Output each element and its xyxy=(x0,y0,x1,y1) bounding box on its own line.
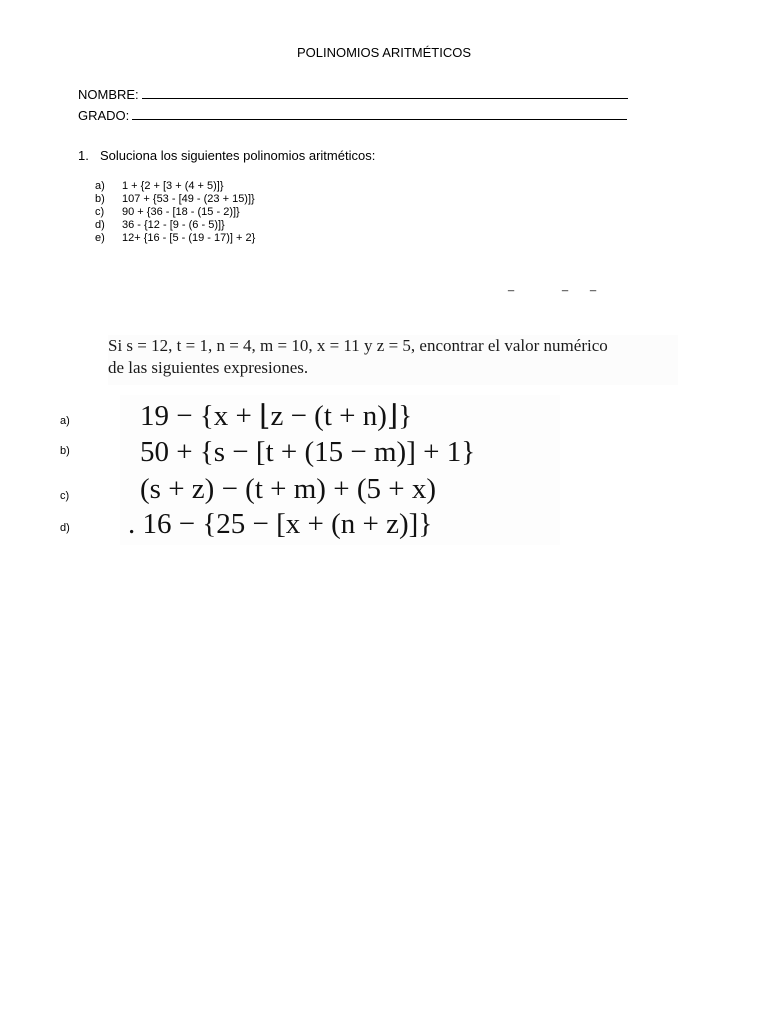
exercise-label: b) xyxy=(95,193,105,205)
exercise-expression: 1 + {2 + [3 + (4 + 5)]} xyxy=(122,180,224,192)
scanned-instructions xyxy=(108,335,678,385)
exercise-item xyxy=(95,232,255,245)
exercise-expression: 90 + {36 - [18 - (15 - 2)]} xyxy=(122,206,240,218)
expression-label: d) xyxy=(60,522,70,534)
grade-label: GRADO: xyxy=(78,108,130,123)
exercise-list xyxy=(95,180,255,245)
page-title: POLINOMIOS ARITMÉTICOS xyxy=(296,45,472,60)
stray-dash: _ xyxy=(508,280,515,292)
grade-field-row xyxy=(78,108,627,123)
exercise-expression: 36 - {12 - [9 - (6 - 5)]} xyxy=(122,219,225,231)
exercise-label: e) xyxy=(95,232,105,244)
name-label: NOMBRE: xyxy=(78,87,139,102)
name-field-row xyxy=(78,87,628,102)
question-number: 1. xyxy=(78,148,89,163)
expression-b: 50 + {s − [t + (15 − m)] + 1} xyxy=(140,436,476,468)
exercise-item xyxy=(95,219,255,232)
expression-d: . 16 − {25 − [x + (n + z)]} xyxy=(128,508,433,540)
name-underline xyxy=(142,87,628,99)
exercise-label: a) xyxy=(95,180,105,192)
grade-underline xyxy=(132,108,627,120)
exercise-label: c) xyxy=(95,206,105,218)
stray-dash: _ xyxy=(562,280,569,292)
exercise-item xyxy=(95,180,255,193)
exercise-expression: 107 + {53 - [49 - (23 + 15)]} xyxy=(122,193,255,205)
instructions-line-2: de las siguientes expresiones. xyxy=(108,358,309,377)
exercise-expression: 12+ {16 - [5 - (19 - 17)] + 2} xyxy=(122,232,256,244)
expression-a: 19 − {x + ⌊z − (t + n)⌋} xyxy=(140,400,413,432)
expression-label: b) xyxy=(60,445,70,457)
expression-label: c) xyxy=(60,490,70,502)
expression-c: (s + z) − (t + m) + (5 + x) xyxy=(140,473,436,505)
question-text: Soluciona los siguientes polinomios aritméticos: xyxy=(100,148,376,163)
expression-label: a) xyxy=(60,415,70,427)
exercise-item xyxy=(95,193,255,206)
exercise-label: d) xyxy=(95,219,105,231)
exercise-item xyxy=(95,206,255,219)
instructions-line-1: Si s = 12, t = 1, n = 4, m = 10, x = 11 y z = 5, encontrar el valor numérico xyxy=(108,336,608,355)
stray-dash: _ xyxy=(590,280,597,292)
